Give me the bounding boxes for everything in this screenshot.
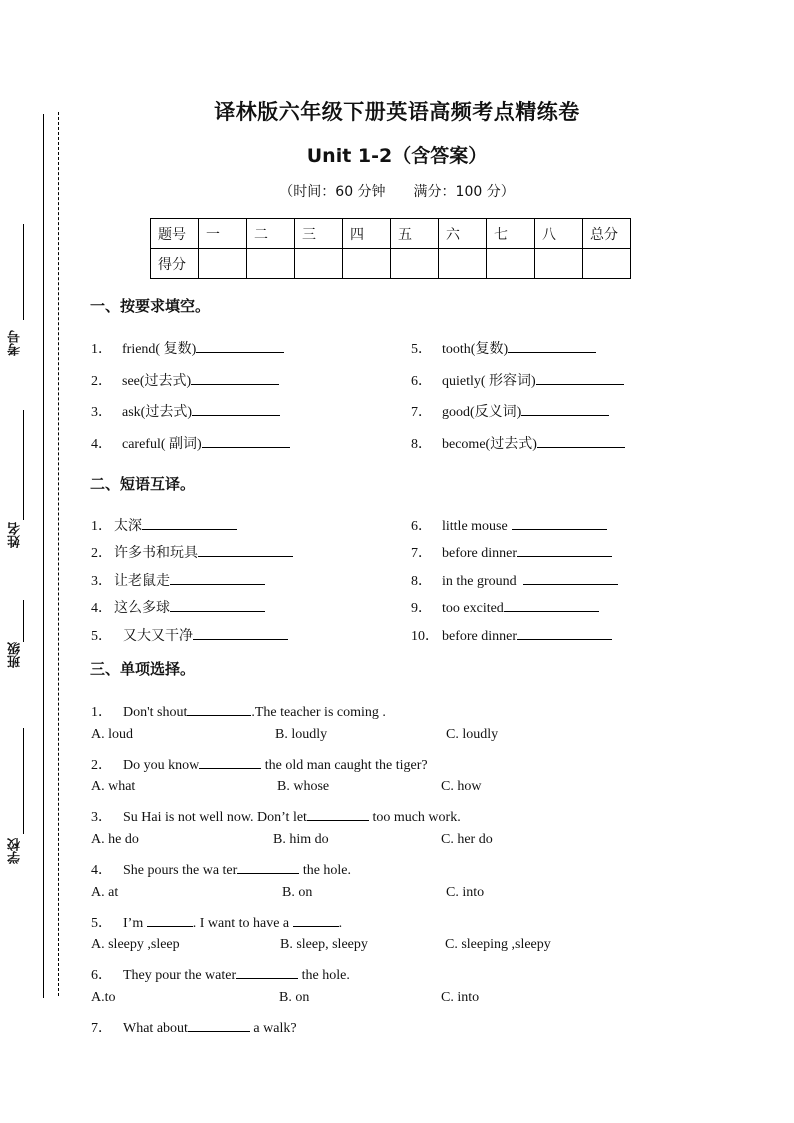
score-table-header: 三 <box>295 219 343 249</box>
question: 6． They pour the water the hole. <box>91 964 350 984</box>
score-cell[interactable] <box>247 249 295 279</box>
answer-blank[interactable] <box>188 1017 250 1032</box>
fill-item: 4． careful( 副词) <box>91 433 290 453</box>
answer-blank[interactable] <box>170 570 265 585</box>
answer-blank[interactable] <box>198 542 293 557</box>
answer-blank[interactable] <box>191 370 279 385</box>
translate-item: 8． in the ground <box>411 570 618 590</box>
translate-item: 6． little mouse <box>411 515 607 535</box>
score-cell[interactable] <box>343 249 391 279</box>
option-a[interactable]: A. at <box>91 885 119 900</box>
translate-item: 5． 又大又干净 <box>91 625 288 645</box>
school-label: 学校 <box>8 838 23 864</box>
answer-blank[interactable] <box>202 433 290 448</box>
exam-number-line <box>23 224 24 320</box>
page-title: 译林版六年级下册英语高频考点精练卷 <box>214 100 580 124</box>
answer-blank[interactable] <box>536 370 624 385</box>
fill-item: 6． quietly( 形容词) <box>411 370 624 390</box>
fill-item: 7． good(反义词) <box>411 401 609 421</box>
score-table-header: 总分 <box>583 219 631 249</box>
option-c[interactable]: C. sleeping ,sleepy <box>445 937 551 952</box>
answer-blank[interactable] <box>521 401 609 416</box>
answer-blank[interactable] <box>537 433 625 448</box>
answer-blank[interactable] <box>193 625 288 640</box>
question: 1． Don't shout .The teacher is coming . <box>91 701 386 721</box>
fill-item: 3． ask(过去式) <box>91 401 280 421</box>
option-b[interactable]: B. on <box>282 885 313 900</box>
question: 2． Do you know the old man caught the tiger? <box>91 754 428 774</box>
answer-blank[interactable] <box>170 597 265 612</box>
question: 4． She pours the wa ter the hole. <box>91 859 351 879</box>
score-cell[interactable] <box>535 249 583 279</box>
score-table-score-row <box>151 249 631 279</box>
section3-heading: 三、单项选择。 <box>90 660 196 678</box>
answer-blank[interactable] <box>512 515 607 530</box>
score-table-header: 题号 <box>151 219 199 249</box>
option-a[interactable]: A. what <box>91 779 136 794</box>
answer-blank[interactable] <box>236 964 298 979</box>
name-label: 姓名 <box>8 522 23 548</box>
option-b[interactable]: B. sleep, sleepy <box>280 937 368 952</box>
score-table <box>150 218 631 279</box>
option-a[interactable]: A. he do <box>91 832 139 847</box>
exam-info <box>0 181 794 201</box>
score-table-header: 二 <box>247 219 295 249</box>
score-table-header: 四 <box>343 219 391 249</box>
score-table-header: 八 <box>535 219 583 249</box>
answer-blank[interactable] <box>237 859 299 874</box>
score-table-header: 一 <box>199 219 247 249</box>
option-a[interactable]: A. sleepy ,sleep <box>91 937 180 952</box>
option-a[interactable]: A.to <box>91 990 116 1005</box>
answer-blank[interactable] <box>523 570 618 585</box>
answer-blank[interactable] <box>199 754 261 769</box>
question: 7． What about a walk? <box>91 1017 297 1037</box>
section1-heading: 一、按要求填空。 <box>90 297 211 315</box>
binding-solid-line <box>43 114 44 998</box>
answer-blank[interactable] <box>192 401 280 416</box>
option-b[interactable]: B. loudly <box>275 727 328 742</box>
option-c[interactable]: C. her do <box>441 832 493 847</box>
answer-blank[interactable] <box>307 806 369 821</box>
option-c[interactable]: C. into <box>441 990 480 1005</box>
exam-score: 满分：100 分） <box>413 184 515 200</box>
class-label: 班级 <box>8 642 23 668</box>
question: 3． Su Hai is not well now. Don’t let too much work. <box>91 806 461 826</box>
option-c[interactable]: C. into <box>446 885 485 900</box>
translate-item: 4． 这么多球 <box>91 597 265 617</box>
translate-item: 2． 许多书和玩具 <box>91 542 293 562</box>
answer-blank[interactable] <box>517 542 612 557</box>
translate-item: 1． 太深 <box>91 515 237 535</box>
score-cell[interactable] <box>199 249 247 279</box>
fill-item: 1． friend( 复数) <box>91 338 284 358</box>
answer-blank[interactable] <box>196 338 284 353</box>
option-a[interactable]: A. loud <box>91 727 133 742</box>
school-line <box>23 728 24 834</box>
score-table-header: 七 <box>487 219 535 249</box>
score-cell[interactable] <box>583 249 631 279</box>
score-cell[interactable] <box>439 249 487 279</box>
page-subtitle: Unit 1-2（含答案） <box>306 145 488 167</box>
binding-dashed-line <box>58 112 59 996</box>
score-table-header: 五 <box>391 219 439 249</box>
option-b[interactable]: B. whose <box>277 779 330 794</box>
section2-heading: 二、短语互译。 <box>90 475 196 493</box>
answer-blank[interactable] <box>293 912 339 927</box>
score-table-header: 六 <box>439 219 487 249</box>
option-c[interactable]: C. loudly <box>446 727 499 742</box>
fill-item: 8． become(过去式) <box>411 433 625 453</box>
exam-time: （时间：60 分钟 <box>279 184 386 200</box>
translate-item: 3． 让老鼠走 <box>91 570 265 590</box>
score-cell[interactable] <box>391 249 439 279</box>
exam-number-label: 考号 <box>8 330 23 356</box>
option-b[interactable]: B. him do <box>273 832 329 847</box>
translate-item: 7． before dinner <box>411 542 612 562</box>
score-cell[interactable] <box>295 249 343 279</box>
score-table-row-label: 得分 <box>151 249 199 279</box>
translate-item: 9． too excited <box>411 597 599 617</box>
answer-blank[interactable] <box>508 338 596 353</box>
class-line <box>23 600 24 642</box>
question: 5． I’m . I want to have a . <box>91 912 342 932</box>
fill-item: 2． see(过去式) <box>91 370 279 390</box>
option-c[interactable]: C. how <box>441 779 482 794</box>
answer-blank[interactable] <box>517 625 612 640</box>
fill-item: 5． tooth(复数) <box>411 338 596 358</box>
translate-item: 10． before dinner <box>411 625 612 645</box>
name-line <box>23 410 24 520</box>
answer-blank[interactable] <box>147 912 193 927</box>
answer-blank[interactable] <box>142 515 237 530</box>
score-cell[interactable] <box>487 249 535 279</box>
answer-blank[interactable] <box>187 701 251 716</box>
option-b[interactable]: B. on <box>279 990 310 1005</box>
answer-blank[interactable] <box>504 597 599 612</box>
score-table-header-row <box>151 219 631 249</box>
